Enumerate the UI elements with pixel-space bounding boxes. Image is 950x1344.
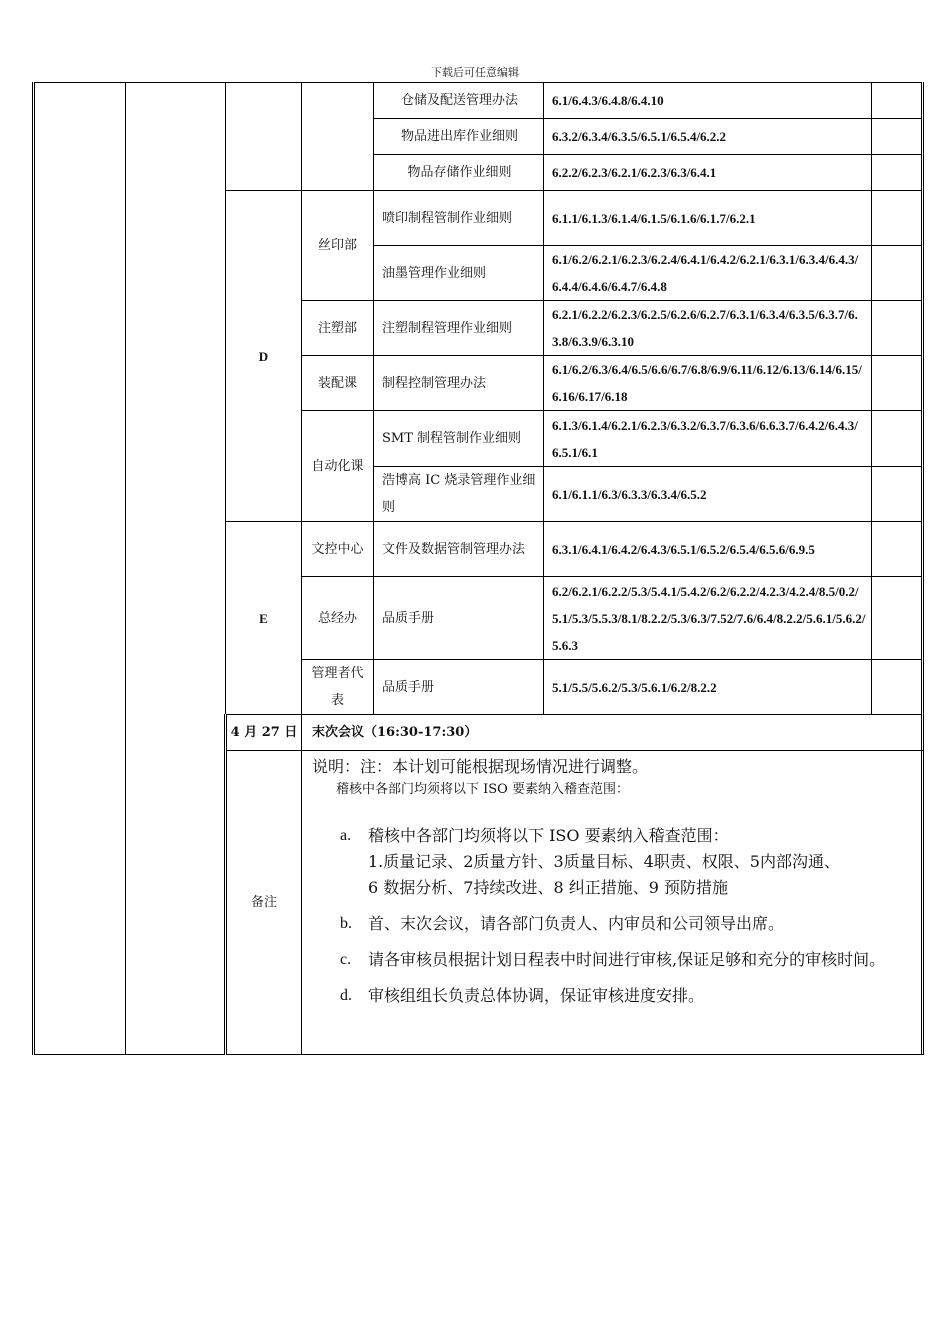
- doc-name: 注塑制程管理作业细则: [374, 301, 544, 356]
- blank-cell-remark: [872, 83, 923, 119]
- doc-name: 物品存储作业细则: [374, 155, 544, 191]
- blank-cell-remark: [872, 467, 923, 522]
- list-marker: b.: [340, 915, 352, 932]
- dept-name: 管理者代表: [302, 660, 374, 715]
- doc-name: 浩博高 IC 烧录管理作业细则: [374, 467, 544, 522]
- doc-name: 品质手册: [374, 660, 544, 715]
- list-item-text: 请各审核员根据计划日程表中时间进行审核,保证足够和充分的审核时间。: [368, 950, 886, 969]
- doc-name: 物品进出库作业细则: [374, 119, 544, 155]
- page-header-note: 下载后可任意编辑: [431, 66, 519, 79]
- list-item-sub-2: 6 数据分析、7持续改进、8 纠正措施、9 预防措施: [368, 878, 728, 897]
- blank-cell-remark: [872, 301, 923, 356]
- list-item-text: 审核组组长负责总体协调，保证审核进度安排。: [368, 986, 705, 1005]
- notes-line-2: 稽核中各部门均须将以下 ISO 要素纳入稽查范围：: [336, 782, 629, 797]
- blank-cell-remark: [872, 119, 923, 155]
- list-item: [312, 947, 921, 973]
- doc-name: 喷印制程管制作业细则: [374, 191, 544, 246]
- list-marker: d.: [340, 987, 352, 1004]
- clause-list: 6.2.1/6.2.2/6.2.3/6.2.5/6.2.6/6.2.7/6.3.1/6.3.4/6.3.5/6.3.7/6.3.8/6.3.9/6.3.10: [544, 301, 872, 356]
- clause-list: 6.2.2/6.2.3/6.2.1/6.2.3/6.3/6.4.1: [544, 155, 872, 191]
- group-label-e: E: [226, 522, 302, 715]
- dept-name: 文控中心: [302, 522, 374, 577]
- clause-list: 6.1.3/6.1.4/6.2.1/6.2.3/6.3.2/6.3.7/6.3.6/6.6.3.7/6.4.2/6.4.3/6.5.1/6.1: [544, 411, 872, 467]
- doc-name: 油墨管理作业细则: [374, 246, 544, 301]
- blank-cell-remark: [872, 356, 923, 411]
- doc-name: 文件及数据管制管理办法: [374, 522, 544, 577]
- blank-cell-time-col: [126, 83, 226, 1055]
- doc-name: 制程控制管理办法: [374, 356, 544, 411]
- clause-list: 6.1/6.4.3/6.4.8/6.4.10: [544, 83, 872, 119]
- clause-list: 6.3.2/6.3.4/6.3.5/6.5.1/6.5.4/6.2.2: [544, 119, 872, 155]
- notes-label: 备注: [226, 751, 302, 1055]
- doc-name: 仓储及配送管理办法: [374, 83, 544, 119]
- audit-plan-table: [32, 82, 924, 1055]
- notes-list: [312, 823, 921, 1009]
- group-label-d: D: [226, 191, 302, 522]
- blank-cell-remark: [872, 411, 923, 467]
- blank-cell-date-col: [34, 83, 126, 1055]
- blank-cell-remark: [872, 155, 923, 191]
- blank-cell-remark: [872, 577, 923, 660]
- clause-list: 5.1/5.5/5.6.2/5.3/5.6.1/6.2/8.2.2: [544, 660, 872, 715]
- clause-list: 6.1/6.2/6.3/6.4/6.5/6.6/6.7/6.8/6.9/6.11/6.12/6.13/6.14/6.15/6.16/6.17/6.18: [544, 356, 872, 411]
- list-item: [312, 983, 921, 1009]
- clause-list: 6.3.1/6.4.1/6.4.2/6.4.3/6.5.1/6.5.2/6.5.4/6.5.6/6.9.5: [544, 522, 872, 577]
- blank-cell-dept-col: [302, 83, 374, 191]
- list-item-text: 稽核中各部门均须将以下 ISO 要素纳入稽查范围：: [368, 826, 729, 845]
- clause-list: 6.1/6.1.1/6.3/6.3.3/6.3.4/6.5.2: [544, 467, 872, 522]
- meeting-date: 4 月 27 日: [226, 715, 302, 751]
- notes-content: [302, 751, 923, 1055]
- list-item: [312, 823, 921, 901]
- dept-name: 装配课: [302, 356, 374, 411]
- dept-name: 总经办: [302, 577, 374, 660]
- meeting-title: 末次会议（16:30-17:30）: [302, 715, 923, 751]
- list-item-text: 首、末次会议，请各部门负责人、内审员和公司领导出席。: [368, 914, 785, 933]
- clause-list: 6.1.1/6.1.3/6.1.4/6.1.5/6.1.6/6.1.7/6.2.1: [544, 191, 872, 246]
- list-marker: c.: [340, 951, 352, 968]
- blank-cell-remark: [872, 522, 923, 577]
- blank-cell-remark: [872, 660, 923, 715]
- notes-line-1: 说明：注：本计划可能根据现场情况进行调整。: [312, 757, 649, 776]
- doc-name: SMT 制程管制作业细则: [374, 411, 544, 467]
- doc-name: 品质手册: [374, 577, 544, 660]
- dept-name: 注塑部: [302, 301, 374, 356]
- blank-cell-remark: [872, 191, 923, 246]
- clause-list: 6.1/6.2/6.2.1/6.2.3/6.2.4/6.4.1/6.4.2/6.2.1/6.3.1/6.3.4/6.4.3/6.4.4/6.4.6/6.4.7/6.4.8: [544, 246, 872, 301]
- clause-list: 6.2/6.2.1/6.2.2/5.3/5.4.1/5.4.2/6.2/6.2.2/4.2.3/4.2.4/8.5/0.2/5.1/5.3/5.5.3/8.1/8.2.2/5.3/6.3/7.52/7.6/6.4/8.2.2/5.6.1/5.6.2/5.6.3: [544, 577, 872, 660]
- dept-name: 丝印部: [302, 191, 374, 301]
- list-marker: a.: [340, 827, 352, 844]
- dept-name: 自动化课: [302, 411, 374, 522]
- blank-cell-remark: [872, 246, 923, 301]
- table-row: [34, 83, 923, 119]
- list-item: [312, 911, 921, 937]
- list-item-sub-1: 1.质量记录、2质量方针、3质量目标、4职责、权限、5内部沟通、: [368, 852, 840, 871]
- blank-cell-group-col: [226, 83, 302, 191]
